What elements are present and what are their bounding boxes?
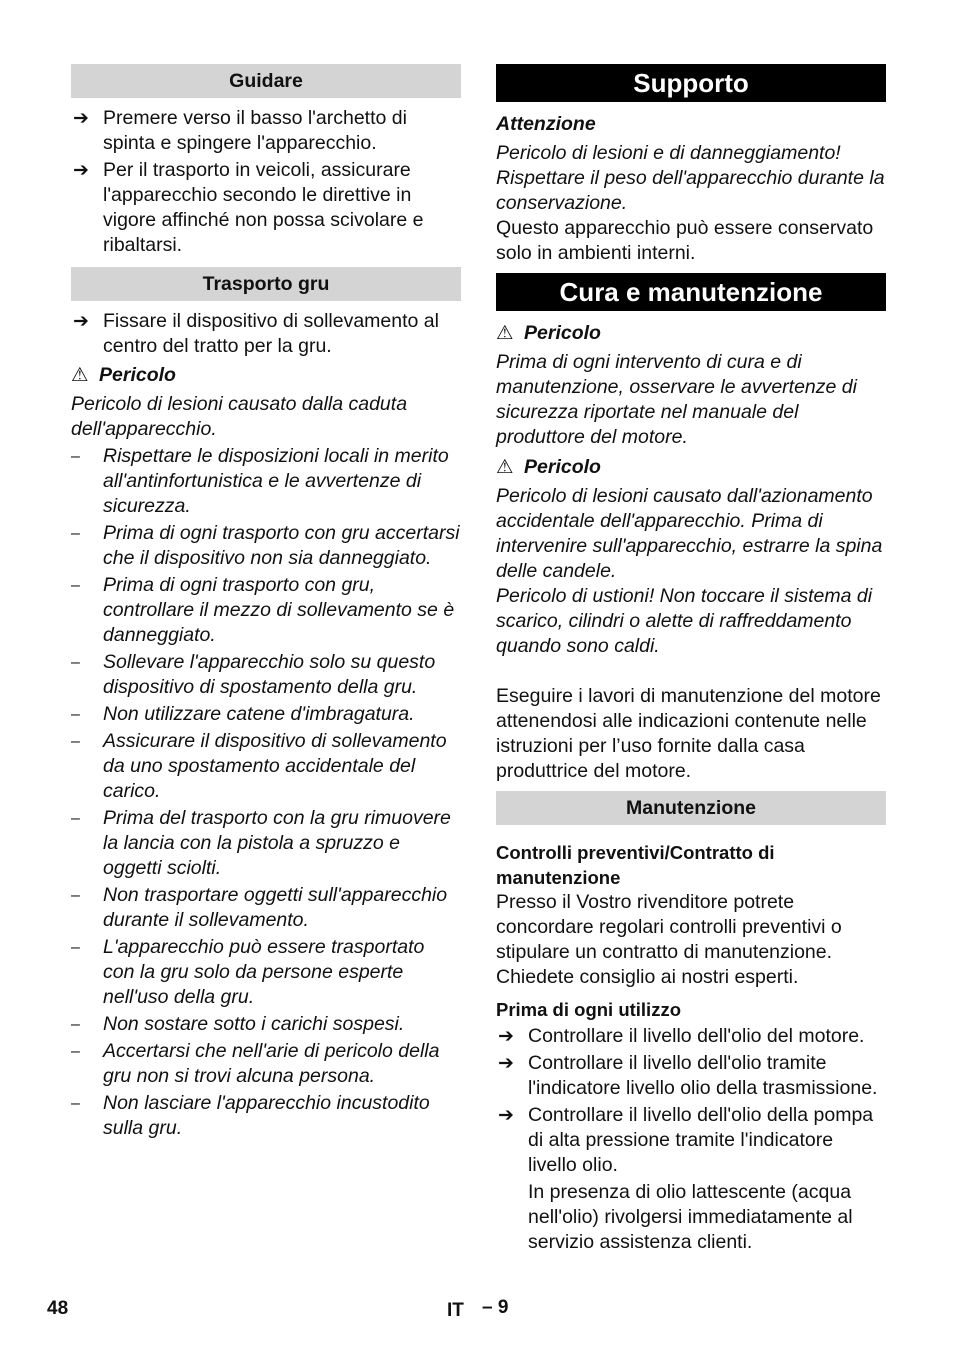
subheading-controlli: Controlli preventivi/Contratto di manutenzione: [496, 842, 775, 888]
dash-bullet-icon: –: [71, 654, 80, 671]
dash-bullet-icon: –: [71, 448, 80, 465]
dash-bullet-icon: –: [71, 887, 80, 904]
list-item: – Non trasportare oggetti sull'apparecchio durante il sollevamento.: [71, 884, 448, 931]
danger-heading: ⚠ Pericolo: [71, 364, 176, 386]
section-heading-guidare: Guidare: [71, 64, 461, 98]
right-column: [496, 64, 886, 1255]
dash-bullet-icon: –: [71, 1095, 80, 1112]
warning-triangle-icon: ⚠: [496, 322, 514, 344]
dash-bullet-icon: –: [71, 733, 80, 750]
dash-bullet-icon: –: [71, 706, 80, 723]
arrow-right-icon: ➔: [73, 160, 89, 181]
list-item: ➔ Controllare il livello dell'olio della pompa di alta pressione tramite l'indicatore livello olio.: [498, 1104, 874, 1176]
list-item: – Assicurare il dispositivo di sollevamento da uno spostamento accidentale del carico.: [71, 730, 447, 802]
arrow-right-icon: ➔: [498, 1026, 514, 1047]
controlli-text: Chiedete consiglio ai nostri esperti.: [496, 966, 799, 988]
dash-bullet-icon: –: [71, 939, 80, 956]
dash-bullet-icon: –: [71, 1043, 80, 1060]
guidare-list: [71, 106, 461, 258]
list-item: ➔ Premere verso il basso l'archetto di spinta e spingere l'apparecchio.: [73, 107, 407, 154]
warning-triangle-icon: ⚠: [71, 364, 89, 386]
list-item: ➔ Controllare il livello dell'olio del motore.: [498, 1025, 865, 1047]
left-column: [71, 64, 461, 1141]
list-note: In presenza di olio lattescente (acqua nell'olio) rivolgersi immediatamente al servizio assistenza clienti.: [528, 1181, 853, 1253]
arrow-right-icon: ➔: [498, 1053, 514, 1074]
list-item: – Prima di ogni trasporto con gru accertarsi che il dispositivo non sia danneggiato.: [71, 522, 460, 569]
subheading-prima-utilizzo: Prima di ogni utilizzo: [496, 999, 681, 1020]
list-item: – Accertarsi che nell'arie di pericolo della gru non si trovi alcuna persona.: [71, 1040, 440, 1087]
dash-bullet-icon: –: [71, 525, 80, 542]
dash-bullet-icon: –: [71, 577, 80, 594]
list-item: ➔ Per il trasporto in veicoli, assicurare l'apparecchio secondo le direttive in vigore affinché non possa scivolare e ribaltarsi.: [73, 159, 424, 256]
list-item: – Rispettare le disposizioni locali in merito all'antinfortunistica e le avvertenze di sicurezza.: [71, 445, 449, 517]
arrow-right-icon: ➔: [73, 108, 89, 129]
language-code: IT: [447, 1300, 464, 1321]
section-heading-manutenzione: Manutenzione: [496, 791, 886, 825]
danger-heading: ⚠ Pericolo: [496, 322, 601, 344]
danger-text: Prima di ogni intervento di cura e di manutenzione, osservare le avvertenze di sicurezza riportate nel manuale del produttore del motore.: [496, 351, 857, 448]
section-heading-supporto: Supporto: [496, 64, 886, 102]
arrow-right-icon: ➔: [498, 1105, 514, 1126]
section-heading-trasporto-gru: Trasporto gru: [71, 267, 461, 301]
attention-heading: Attenzione: [496, 113, 596, 135]
arrow-right-icon: ➔: [73, 311, 89, 332]
section-number: – 9: [482, 1297, 509, 1318]
list-item: – Non sostare sotto i carichi sospesi.: [71, 1013, 405, 1035]
danger-text: Pericolo di ustioni! Non toccare il sistema di scarico, cilindri o alette di raffreddamento quando sono caldi.: [496, 585, 873, 657]
manutenzione-list: [496, 1024, 886, 1255]
controlli-text: Presso il Vostro rivenditore potrete concordare regolari controlli preventivi o stipulare un contratto di manutenzione.: [496, 891, 842, 963]
dash-bullet-icon: –: [71, 1016, 80, 1033]
danger-heading: ⚠ Pericolo: [496, 456, 601, 478]
dash-bullet-icon: –: [71, 810, 80, 827]
page-number: 48: [47, 1298, 69, 1319]
attention-text: Pericolo di lesioni e di danneggiamento! Rispettare il peso dell'apparecchio durante la conservazione.: [496, 142, 885, 214]
list-item: – Prima di ogni trasporto con gru, controllare il mezzo di sollevamento se è danneggiato.: [71, 574, 455, 646]
danger-dash-list: [71, 444, 461, 1141]
list-item: – Prima del trasporto con la gru rimuovere la lancia con la pistola a spruzzo e oggetti sciolti.: [71, 807, 451, 879]
list-item: – Non utilizzare catene d'imbragatura.: [71, 703, 415, 725]
danger-text: Pericolo di lesioni causato dalla caduta dell'apparecchio.: [71, 393, 408, 440]
section-heading-cura: Cura e manutenzione: [496, 273, 886, 311]
supporto-text: Questo apparecchio può essere conservato solo in ambienti interni.: [496, 217, 874, 264]
danger-text: Pericolo di lesioni causato dall'azionamento accidentale dell'apparecchio. Prima di intervenire sull'apparecchio, estrarre la spina delle candele.: [496, 485, 883, 582]
cura-text: Eseguire i lavori di manutenzione del motore attenendosi alle indicazioni contenute nelle istruzioni per l’uso fornite dalla casa produttrice del motore.: [496, 685, 881, 782]
list-item: ➔ Controllare il livello dell'olio tramite l'indicatore livello olio della trasmissione.: [498, 1052, 878, 1099]
warning-triangle-icon: ⚠: [496, 456, 514, 478]
list-item: – L'apparecchio può essere trasportato con la gru solo da persone esperte nell'uso della gru.: [71, 936, 425, 1008]
list-item: ➔ Fissare il dispositivo di sollevamento al centro del tratto per la gru.: [73, 310, 439, 357]
list-item: – Sollevare l'apparecchio solo su questo dispositivo di spostamento della gru.: [71, 651, 436, 698]
list-item: – Non lasciare l'apparecchio incustodito sulla gru.: [71, 1092, 430, 1139]
